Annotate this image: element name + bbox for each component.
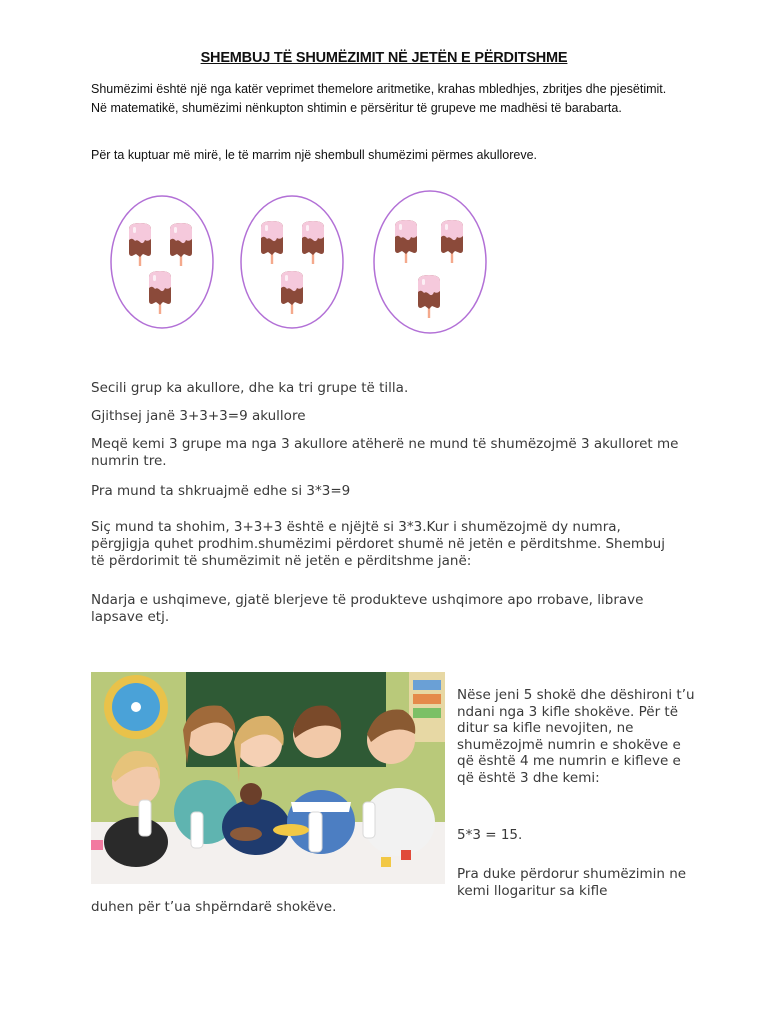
popsicle-icon	[281, 271, 303, 314]
side-paragraph-result	[457, 827, 697, 844]
side-text-1: Nëse jeni 5 shokë dhe dëshironi t’u ndani nga 3 kifle shokëve. Për të ditur sa kifle nevojiten, ne shumëzojmë numrin e shokëve e që është 4 me numrin e kifleve e që është 3 dhe kemi:	[457, 687, 695, 786]
paragraph-3: Meqë kemi 3 grupe ma nga 3 akullore atëherë ne mund të shumëzojmë 3 akulloret me numrin tre.	[91, 436, 679, 469]
paragraph-5: Siç mund ta shohim, 3+3+3 është e njëjtë si 3*3.Kur i shumëzojmë dy numra, përgjigja quhet prodhim.shumëzimi përdoret shumë në jetën e përditshme. Shembuj të përdorimit të shumëzimit në jetën e përditshme janë:	[91, 519, 665, 569]
side-paragraph-conclusion	[457, 866, 687, 899]
popsicle-icon	[170, 223, 192, 266]
paragraph-equation	[91, 483, 691, 500]
paragraph-2: Gjithsej janë 3+3+3=9 akullore	[91, 408, 306, 424]
paragraph-4: Pra mund ta shkruajmë edhe si 3*3=9	[91, 483, 351, 499]
intro-paragraph-2	[91, 146, 681, 165]
popsicle-group-3	[374, 191, 486, 333]
document-title: SHEMBUJ TË SHUMËZIMIT NË JETËN E PËRDITSHME	[200, 50, 568, 66]
popsicle-group-2	[241, 196, 343, 328]
popsicle-group-1	[111, 196, 213, 328]
popsicle-icon	[395, 220, 417, 263]
paragraph-examples	[91, 592, 671, 626]
popsicle-groups-illustration	[100, 185, 500, 345]
conclusion-tail-text: duhen për t’ua shpërndarë shokëve.	[91, 899, 337, 915]
intro-text-1: Shumëzimi është një nga katër veprimet themelore aritmetike, krahas mbledhjes, zbritjes dhe pjesëtimit. Në matematikë, shumëzimi nënkupton shtimin e përsëritur të grupeve me madhësi të barabarta.	[91, 82, 667, 115]
popsicle-icon	[302, 221, 324, 264]
side-text-3: Pra duke përdorur shumëzimin ne kemi llogaritur sa kifle	[457, 866, 687, 899]
popsicle-icon	[149, 271, 171, 314]
intro-text-2: Për ta kuptuar më mirë, le të marrim një shembull shumëzimi përmes akulloreve.	[91, 148, 537, 162]
paragraph-total	[91, 408, 691, 425]
paragraph-groups	[91, 380, 691, 397]
paragraph-explanation	[91, 436, 681, 470]
side-paragraph-example	[457, 687, 697, 786]
paragraph-1: Secili grup ka akullore, dhe ka tri grupe të tilla.	[91, 380, 409, 396]
side-text-2: 5*3 = 15.	[457, 827, 523, 843]
paragraph-6: Ndarja e ushqimeve, gjatë blerjeve të produkteve ushqimore apo rrobave, librave lapsave etj.	[91, 592, 644, 625]
popsicle-icon	[129, 223, 151, 266]
popsicle-icon	[418, 275, 440, 318]
popsicle-icon	[441, 220, 463, 263]
children-eating-photo	[91, 672, 445, 884]
popsicle-icon	[261, 221, 283, 264]
paragraph-product	[91, 519, 666, 570]
intro-paragraph	[91, 80, 681, 118]
